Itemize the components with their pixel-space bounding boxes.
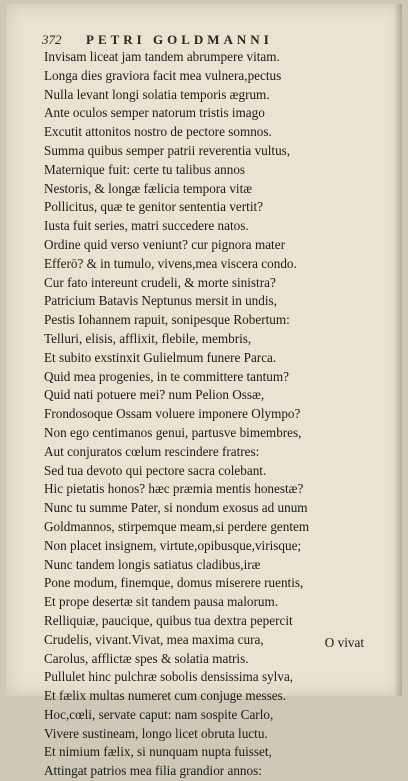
verse-line: Invisam liceat jam tandem abrumpere vitam. <box>44 49 280 64</box>
verse-line: Patricium Batavis Neptunus mersit in undis, <box>44 293 277 309</box>
verse-line: Telluri, elisis, afflixit, flebile, membris, <box>44 330 252 346</box>
verse-line: Quid nati potuere mei? num Pelion Ossæ, <box>44 387 265 403</box>
verse-line: Et prope desertæ sit tandem pausa malorum. <box>44 594 279 610</box>
verse-line: Vivere sustineam, longo licet obruta luctu. <box>44 725 268 741</box>
book-page <box>6 4 402 779</box>
page-number: 372 <box>42 32 62 47</box>
verse-line: Et fælix multas numeret cum conjuge messes. <box>44 688 287 704</box>
verse-line: Hic pietatis honos? hæc præmia mentis honestæ? <box>44 481 304 497</box>
poem-text <box>44 48 384 781</box>
verse-line: Et nimium fælix, si nunquam nupta fuisset, <box>44 744 272 760</box>
verse-line: Maternique fuit: certe tu talibus annos <box>44 161 246 177</box>
verse-line: Ante oculos semper natorum tristis imago <box>44 105 265 121</box>
verse-line: Iusta fuit series, matri succedere natos. <box>44 218 249 234</box>
verse-line: Attingat patrios mea filia grandior annos: <box>44 763 262 779</box>
catchword: O vivat <box>324 635 364 650</box>
verse-line: Goldmannos, stirpemque meam,si perdere gentem <box>44 518 310 534</box>
verse-line: Carolus, afflictæ spes & solatia matris. <box>44 650 249 666</box>
verse-line: Longa dies graviora facit mea vulnera,pectus <box>44 67 282 83</box>
verse-line: Frondosoque Ossam voluere imponere Olympo? <box>44 406 301 422</box>
verse-line: Quid mea progenies, in te committere tantum? <box>44 368 289 384</box>
verse-line: Pestis Iohannem rapuit, sonipesque Robertum: <box>44 312 290 328</box>
page-gutter-shadow <box>394 4 402 696</box>
page-header <box>42 32 372 48</box>
verse-line: Non placet insignem, virtute,opibusque,virisque; <box>44 537 302 553</box>
verse-line: Nestoris, & longæ fælicia tempora vitæ <box>44 180 253 196</box>
verse-line: Nunc tandem longis satiatus cladibus,iræ <box>44 556 261 572</box>
verse-line: Pone modum, finemque, domus miserere ruentis, <box>44 575 304 591</box>
verse-line: Non ego centimanos genui, partusve bimembres, <box>44 424 302 440</box>
verse-line: Efferō? & in tumulo, vivens,mea viscera condo. <box>44 255 297 271</box>
verse-line: Crudelis, vivant.Vivat, mea maxima cura, <box>44 631 264 647</box>
verse-line: Sed tua devoto qui pectore sacra colebant. <box>44 462 267 478</box>
verse-line: Nunc tu summe Pater, si nondum exosus ad unum <box>44 500 308 516</box>
verse-line: Hoc,cœli, servate caput: nam sospite Carlo, <box>44 706 274 722</box>
running-title: PETRI GOLDMANNI <box>86 32 273 47</box>
verse-line: Pollicitus, quæ te genitor sententia vertit? <box>44 199 264 215</box>
verse-line: Nulla levant longi solatia temporis ægrum. <box>44 86 270 102</box>
verse-line: Excutit attonitos nostro de pectore somnos. <box>44 124 272 140</box>
verse-line: Aut conjuratos cœlum rescindere fratres: <box>44 443 260 459</box>
verse-line: Relliquiæ, paucique, quibus tua dextra pepercit <box>44 612 293 628</box>
verse-line: Et subito exstinxit Gulielmum funere Parca. <box>44 349 277 365</box>
verse-line: Pullulet hinc pulchræ sobolis densissima sylva, <box>44 669 294 685</box>
verse-line: Summa quibus semper patrii reverentia vultus, <box>44 142 291 158</box>
verse-line: Cur fato intereunt crudeli, & morte sinistra? <box>44 274 276 290</box>
verse-line: Ordine quid verso veniunt? cur pignora mater <box>44 236 285 252</box>
